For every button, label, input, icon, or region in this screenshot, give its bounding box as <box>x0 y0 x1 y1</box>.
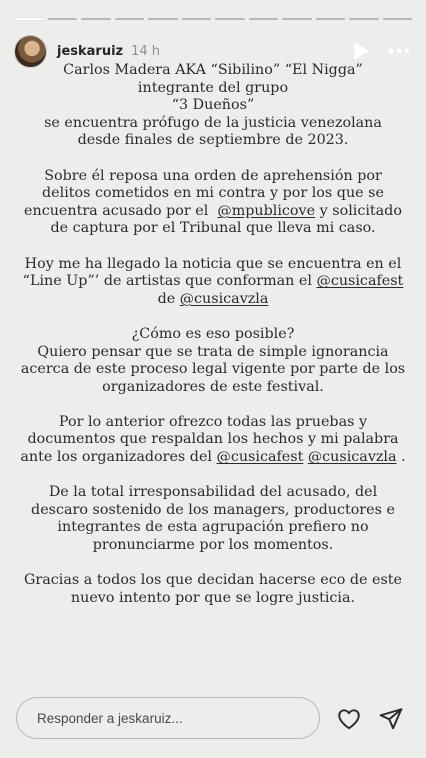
text-line: integrante del grupo <box>137 79 289 96</box>
text-line: delitos cometidos en mi contra y por los que se <box>42 185 384 202</box>
play-button[interactable] <box>348 38 374 64</box>
progress-segment <box>115 18 145 20</box>
text-fragment: y solicitado <box>315 202 402 219</box>
progress-segment <box>14 18 44 20</box>
progress-segment <box>249 18 279 20</box>
text-line: documentos que respaldan los hechos y mi palabra <box>27 431 399 448</box>
text-line: “3 Dueños” <box>171 97 255 114</box>
text-line <box>16 203 410 221</box>
text-line: ¿Cómo es eso posible? <box>131 325 295 342</box>
paragraph-3 <box>16 256 410 309</box>
text-line: organizadores de este festival. <box>102 378 324 395</box>
paragraph-1 <box>16 62 410 150</box>
mention-cusicafest[interactable]: @cusicafest <box>216 449 304 466</box>
text-line: Hoy me ha llegado la noticia que se encuentra en el <box>24 255 402 272</box>
more-icon <box>388 48 410 54</box>
text-line: Carlos Madera AKA “Sibilino” “El Nigga” <box>63 62 363 78</box>
like-button[interactable] <box>336 706 362 732</box>
post-time: 14 h <box>131 43 161 59</box>
progress-segment <box>282 18 312 20</box>
paragraph-5 <box>16 414 410 467</box>
text-line: pronunciarme por los momentos. <box>92 537 334 554</box>
username[interactable]: jeskaruiz <box>57 43 124 59</box>
paragraph-4 <box>16 326 410 396</box>
mention-cusicafest[interactable]: @cusicafest <box>316 273 404 290</box>
paragraph-2 <box>16 168 410 238</box>
progress-segment <box>182 18 212 20</box>
text-fragment: de <box>157 290 180 307</box>
story-text <box>16 62 410 625</box>
send-button[interactable] <box>378 706 404 732</box>
more-options-button[interactable] <box>386 38 412 64</box>
text-line: Quiero pensar que se trata de simple ignorancia <box>37 343 389 360</box>
reply-input[interactable] <box>16 697 320 739</box>
paragraph-7 <box>16 572 410 607</box>
text-line: se encuentra prófugo de la justicia venezolana <box>44 114 382 131</box>
text-line: descaro sostenido de los managers, productores e <box>31 501 395 518</box>
reply-placeholder: Responder a jeskaruiz... <box>37 710 183 726</box>
text-line <box>16 291 410 309</box>
text-line: Sobre él reposa una orden de aprehensión por <box>44 167 382 184</box>
progress-segment <box>148 18 178 20</box>
heart-icon <box>336 706 362 732</box>
progress-segment <box>215 18 245 20</box>
text-line: Gracias a todos los que decidan hacerse eco de este <box>23 572 403 589</box>
text-line: nuevo intento por que se logre justicia. <box>70 589 356 606</box>
text-fragment: encuentra acusado por el <box>24 202 218 219</box>
progress-segment <box>383 18 413 20</box>
play-icon <box>353 42 369 60</box>
text-fragment: . <box>396 449 406 466</box>
text-line: De la total irresponsabilidad del acusado, del <box>48 484 378 501</box>
text-line <box>16 273 410 291</box>
text-line: integrantes de esta agrupación prefiero no <box>57 519 369 536</box>
progress-segment <box>81 18 111 20</box>
text-fragment: “Line Up”’ de artistas que conforman el <box>22 273 317 290</box>
paragraph-6 <box>16 484 410 554</box>
text-line <box>16 449 410 467</box>
mention-cusicavzla[interactable]: @cusicavzla <box>307 449 397 466</box>
progress-segment <box>349 18 379 20</box>
mention-mpublicove[interactable]: @mpublicove <box>217 202 316 219</box>
text-line: acerca de este proceso legal vigente por parte de los <box>20 361 406 378</box>
text-line: desde finales de septiembre de 2023. <box>77 132 349 149</box>
mention-cusicavzla[interactable]: @cusicavzla <box>179 290 269 307</box>
progress-segment <box>316 18 346 20</box>
story-progress-bar <box>14 18 412 20</box>
text-fragment: ante los organizadores del <box>20 449 217 466</box>
text-line: Por lo anterior ofrezco todas las pruebas y <box>58 413 368 430</box>
send-icon <box>378 706 404 732</box>
progress-segment <box>48 18 78 20</box>
text-line: de captura por el Tribunal que lleva mi caso. <box>50 220 376 237</box>
